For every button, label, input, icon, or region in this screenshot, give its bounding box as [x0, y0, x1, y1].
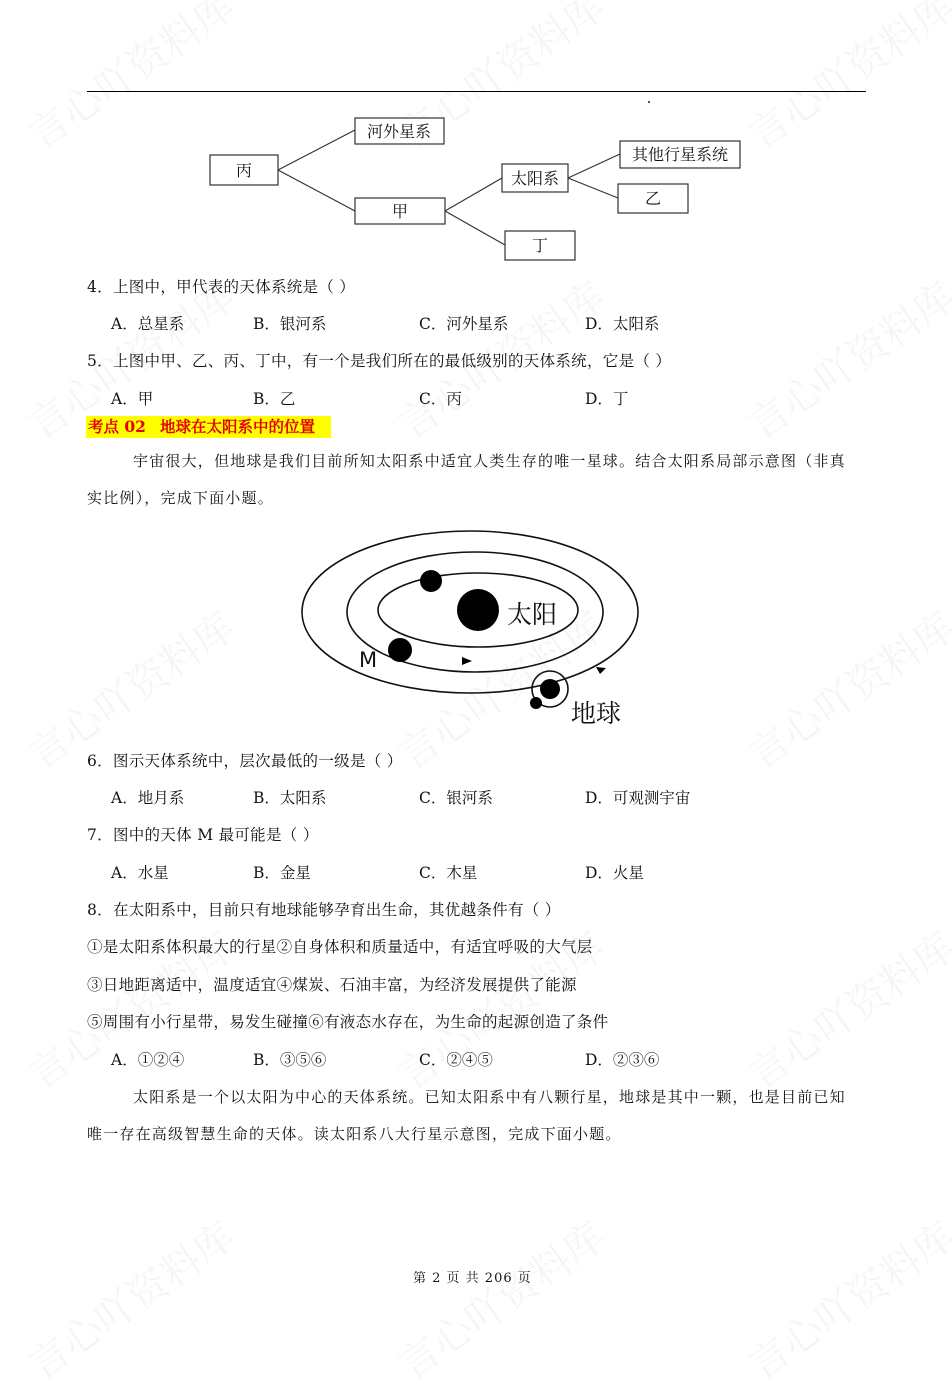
section-title: 地球在太阳系中的位置: [159, 417, 315, 436]
watermark: [735, 1206, 952, 1390]
question-8: 8．在太阳系中，目前只有地球能够孕育出生命，其优越条件有（ ）: [87, 901, 561, 919]
q8-option-a: A．①②④: [111, 1051, 185, 1069]
q7-option-b: B．金星: [253, 864, 311, 882]
watermark: [735, 266, 952, 450]
q6-option-a: A．地月系: [111, 789, 185, 807]
q4-option-c: C．河外星系: [419, 315, 509, 333]
intro-paragraph-2-line-1: 太阳系是一个以太阳为中心的天体系统。已知太阳系中有八颗行星，地球是其中一颗，也是目前已知: [133, 1088, 846, 1106]
q7-option-a: A．水星: [111, 864, 169, 882]
label-taiyangxi: 太阳系: [510, 169, 560, 188]
label-bing: 丙: [235, 161, 253, 180]
label-jia: 甲: [391, 202, 409, 221]
label-qita: 其他行星系统: [631, 145, 729, 164]
q4-option-d: D．太阳系: [585, 315, 660, 333]
orbit-arrow: [596, 667, 606, 674]
intro-paragraph-1-line-1: 宇宙很大，但地球是我们目前所知太阳系中适宜人类生存的唯一星球。结合太阳系局部示意图（非真: [133, 452, 846, 470]
label-hewai: 河外星系: [366, 122, 432, 141]
label-earth: 地球: [571, 699, 622, 728]
q5-option-b: B．乙: [253, 390, 296, 408]
q8-statement-line-3: ⑤周围有小行星带，易发生碰撞⑥有液态水存在，为生命的起源创造了条件: [87, 1013, 609, 1031]
planet-m: [388, 638, 412, 662]
q5-option-d: D．丁: [585, 390, 629, 408]
page-footer: 第 2 页 共 206 页: [413, 1271, 532, 1286]
q5-option-c: C．丙: [419, 390, 462, 408]
orbit-arrow: [462, 657, 472, 665]
q6-option-d: D．可观测宇宙: [585, 789, 691, 807]
q7-option-d: D．火星: [585, 864, 644, 882]
section-code: 考点 02: [88, 417, 146, 436]
watermark: [15, 1206, 244, 1390]
q8-statement-line-1: ①是太阳系体积最大的行星②自身体积和质量适中，有适宜呼吸的大气层: [87, 938, 593, 956]
question-4: 4．上图中，甲代表的天体系统是（ ）: [87, 278, 356, 296]
solar-system-diagram: [0, 520, 952, 740]
q8-statement-line-2: ③日地距离适中，温度适宜④煤炭、石油丰富，为经济发展提供了能源: [87, 976, 577, 994]
q8-option-b: B．③⑤⑥: [253, 1051, 327, 1069]
label-ding: 丁: [531, 236, 549, 255]
celestial-hierarchy-diagram: [0, 0, 952, 270]
intro-paragraph-2-line-2: 唯一存在高级智慧生命的天体。读太阳系八大行星示意图，完成下面小题。: [87, 1125, 622, 1143]
watermark: [735, 916, 952, 1100]
question-7: 7．图中的天体 M 最可能是（ ）: [87, 826, 319, 844]
q8-option-d: D．②③⑥: [585, 1051, 660, 1069]
watermark: [385, 1206, 614, 1390]
q7-option-c: C．木星: [419, 864, 478, 882]
label-sun: 太阳: [507, 600, 558, 629]
intro-paragraph-1-line-2: 实比例），完成下面小题。: [87, 489, 274, 507]
section-heading: [86, 416, 331, 438]
label-m: M: [359, 648, 378, 672]
q6-option-c: C．银河系: [419, 789, 493, 807]
label-yi: 乙: [644, 189, 662, 208]
sun: [457, 589, 499, 631]
question-6: 6．图示天体系统中，层次最低的一级是（ ）: [87, 752, 403, 770]
earth: [540, 679, 560, 699]
q5-option-a: A．甲: [111, 390, 154, 408]
q8-option-c: C．②④⑤: [419, 1051, 493, 1069]
moon: [530, 697, 542, 709]
planet-top: [420, 570, 442, 592]
q4-option-a: A．总星系: [111, 315, 185, 333]
q6-option-b: B．太阳系: [253, 789, 327, 807]
q4-option-b: B．银河系: [253, 315, 327, 333]
question-5: 5．上图中甲、乙、丙、丁中，有一个是我们所在的最低级别的天体系统，它是（ ）: [87, 352, 672, 370]
